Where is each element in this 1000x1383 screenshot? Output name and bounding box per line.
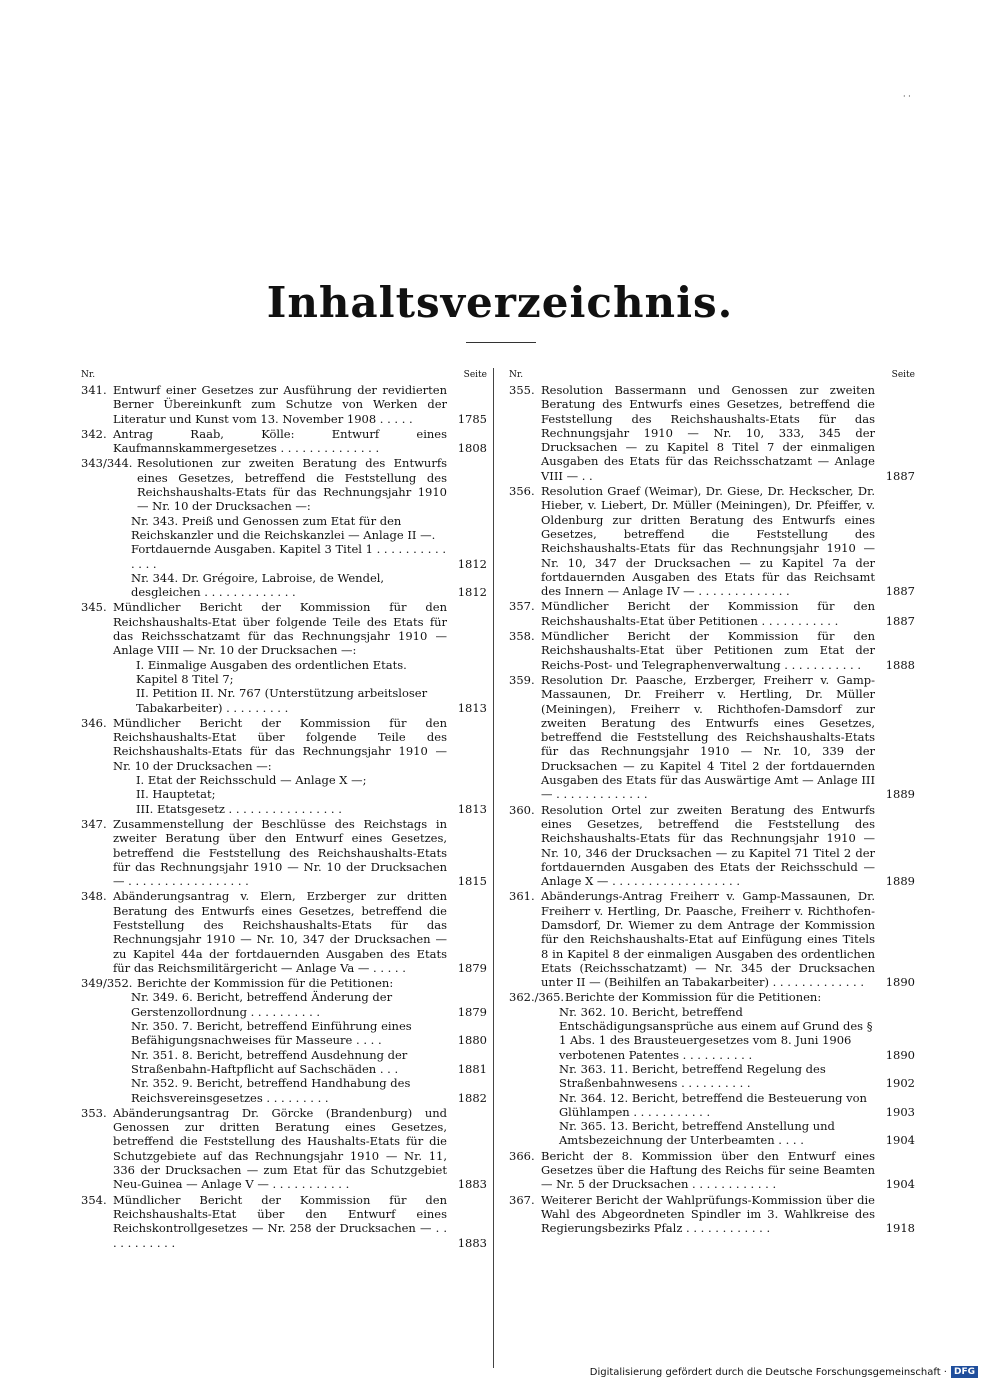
entry-title: Mündlicher Bericht der Kommission für den Reichshaushalts-Etat über folgende Teile des Etats für das Reichsschatzamt für das Rechnungsjahr 1910 — Anlage VIII — Nr. 10 der Drucksachen —: [113, 600, 447, 658]
seite-header: Seite [891, 370, 915, 380]
entry-title: Bericht der 8. Kommission über den Entwurf eines Gesetzes über die Haftung des Reichs für seine Beamten — Nr. 5 der Drucksachen . . . . . . . . . . . . [541, 1148, 875, 1192]
entry-page: 1904 [885, 1133, 915, 1148]
margin-mark: · · [903, 92, 911, 101]
entry-page: 1903 [885, 1104, 915, 1119]
entry-page: 1887 [885, 468, 915, 483]
entry-title: Mündlicher Bericht der Kommission für den Reichshaushalts-Etat über Petitionen . . . . . . . . . . . [541, 599, 875, 628]
toc-subentry [509, 1119, 915, 1148]
entry-number: 346. [81, 715, 107, 730]
toc-entry-348 [81, 889, 487, 975]
entry-title: Resolutionen zur zweiten Beratung des Entwurfs eines Gesetzes, betreffend die Feststellung des Reichshaushalts-Etats für das Rechnungsjahr 1910 — Nr. 10 der Drucksachen —: [137, 456, 447, 514]
entry-page: 1888 [885, 657, 915, 672]
subentry-title: Nr. 344. Dr. Grégoire, Labroise, de Wendel, desgleichen . . . . . . . . . . . . . [131, 570, 385, 600]
toc-entry-354 [81, 1193, 487, 1250]
entry-number: 341. [81, 383, 107, 397]
toc-subentry [81, 802, 487, 816]
toc-entry-361 [509, 889, 915, 989]
subentry-title: Nr. 364. 12. Bericht, betreffend die Besteuerung von Glühlampen . . . . . . . . . . . [559, 1090, 867, 1119]
toc-subentry [81, 1048, 487, 1077]
toc-entry-358 [509, 629, 915, 672]
toc-entry-343-344 [81, 456, 487, 513]
toc-entry-360 [509, 803, 915, 889]
toc-subentry [81, 773, 487, 787]
credit-text: Digitalisierung gefördert durch die Deutsche Forschungsgemeinschaft · [589, 1366, 947, 1378]
entry-page: 1918 [885, 1221, 915, 1236]
subentry-title: III. Etatsgesetz . . . . . . . . . . . . . . . . [136, 801, 342, 816]
entry-page: 1879 [457, 960, 487, 975]
entry-title: Zusammenstellung der Beschlüsse des Reichstags in zweiter Beratung über den Entwurf eines Gesetzes, betreffend die Feststellung des Reichshaushalts-Etats für das Rechnungsjahr 1910 — Nr. 10 der Drucksachen — . . . . . . . . . . . . . . . . . [113, 816, 447, 889]
entry-number: 358. [509, 629, 535, 644]
entry-title: Resolution Graef (Weimar), Dr. Giese, Dr. Heckscher, Dr. Hieber, v. Liebert, Dr. Müller (Meiningen), Dr. Pfeiffer, v. Oldenburg zur dritten Beratung des Entwurfs eines Gesetzes, betreffend die Feststellung des Reichshaushalts-Etats für das Rechnungsjahr 1910 — Nr. 10, 347 der Drucksachen — zu Kapitel 7a der fortdauernden Ausgaben des Etats für das Reichsamt des Innern — Anlage IV — . . . . . . . . . . . . . [541, 484, 875, 599]
entry-title: Berichte der Kommission für die Petitionen: [137, 976, 394, 991]
entry-title: Resolution Bassermann und Genossen zur zweiten Beratung des Entwurfs eines Gesetzes, betreffend die Feststellung des Reichshaushalts-Etats für das Rechnungsjahr 1910 — Nr. 10, 333, 345 der Drucksachen — zu Kapitel 8 Titel 7 der einmaligen Ausgaben des Etats für das Reichsschatzamt — Anlage VIII — . . [541, 383, 875, 483]
subentry-title: Nr. 350. 7. Bericht, betreffend Einführung eines Befähigungsnachweises für Masseure . . . . [131, 1019, 412, 1048]
entry-title: Mündlicher Bericht der Kommission für den Reichshaushalts-Etat über den Entwurf eines Reichskontrollgesetzes — Nr. 258 der Drucksachen — . . . . . . . . . . . [113, 1192, 447, 1250]
entry-page: 1882 [457, 1090, 487, 1105]
entry-number: 359. [509, 672, 535, 687]
toc-entry-345 [81, 600, 487, 657]
digitization-credit [590, 1366, 978, 1378]
subentry-title: Nr. 343. Preiß und Genossen zum Etat für den Reichskanzler und die Reichskanzlei — Anlage II —. Fortdauernde Ausgaben. Kapitel 3 Titel 1 . . . . . . . . . . . . . . [131, 513, 447, 571]
entry-number: 361. [509, 889, 535, 904]
toc-subentry [81, 787, 487, 801]
entry-page: 1890 [885, 1047, 915, 1062]
subentry-title: Nr. 363. 11. Bericht, betreffend Regelung des Straßenbahnwesens . . . . . . . . . . [559, 1061, 826, 1091]
toc-entry-342 [81, 427, 487, 456]
toc-subentry [81, 1019, 487, 1048]
toc-subentry [81, 571, 487, 600]
toc-column-left [81, 368, 487, 1250]
entry-number: 356. [509, 484, 535, 499]
entry-page: 1887 [885, 584, 915, 599]
entry-page: 1879 [457, 1004, 487, 1019]
entry-page: 1881 [457, 1061, 487, 1076]
entry-page: 1815 [457, 874, 487, 889]
toc-entry-356 [509, 484, 915, 598]
entry-page: 1887 [885, 613, 915, 628]
entry-page: 1813 [457, 700, 487, 715]
entry-title: Antrag Raab, Kölle: Entwurf eines Kaufmannskammergesetzes . . . . . . . . . . . . . . [113, 426, 447, 456]
seite-header: Seite [463, 370, 487, 380]
entry-number: 354. [81, 1192, 107, 1207]
toc-entry-366 [509, 1149, 915, 1192]
entry-number: 342. [81, 426, 107, 441]
entry-title: Abänderungsantrag Dr. Görcke (Brandenburg) und Genossen zur dritten Beratung eines Gesetzes, betreffend die Feststellung des Haushalts-Etats für die Schutzgebiete auf das Rechnungsjahr 1910 — Nr. 11, 336 der Drucksachen — zum Etat für das Schutzgebiet Neu-Guinea — Anlage V — . . . . . . . . . . . [113, 1105, 447, 1192]
entry-page: 1812 [457, 556, 487, 571]
entry-title: Mündlicher Bericht der Kommission für den Reichshaushalts-Etat über folgende Teile des Reichshaushalts-Etats für das Rechnungsjahr 1910 — Nr. 10 der Drucksachen —: [113, 715, 447, 773]
entry-title: Weiterer Bericht der Wahlprüfungs-Kommission über die Wahl des Abgeordneten Spindler im 3. Wahlkreise des Regierungsbezirks Pfalz . . . . . . . . . . . . [541, 1192, 875, 1236]
entry-page: 1813 [457, 801, 487, 816]
toc-subentry [81, 514, 487, 571]
subentry-title: I. Etat der Reichsschuld — Anlage X —; [136, 773, 367, 788]
entry-title: Resolution Ortel zur zweiten Beratung des Entwurfs eines Gesetzes, betreffend die Feststellung des Reichshaushalts-Etats für das Rechnungsjahr 1910 — Nr. 10, 346 der Drucksachen — zu Kapitel 71 Titel 2 der fortdauernden Ausgaben des Etats der Reichsschuld — Anlage X — . . . . . . . . . . . . . . . . . . [541, 802, 875, 889]
entry-page: 1883 [457, 1177, 487, 1192]
entry-title: Mündlicher Bericht der Kommission für den Reichshaushalts-Etat über Petitionen zum Etat der Reichs-Post- und Telegraphenverwaltung . . . . . . . . . . . [541, 629, 875, 672]
entry-number: 345. [81, 600, 107, 615]
toc-entry-347 [81, 817, 487, 888]
column-header [81, 368, 487, 382]
toc-entry-355 [509, 383, 915, 483]
entry-page: 1889 [885, 874, 915, 889]
toc-entry-346 [81, 716, 487, 773]
entry-number: 360. [509, 802, 535, 817]
toc-entry-341 [81, 383, 487, 426]
entry-number: 348. [81, 889, 107, 904]
entry-page: 1812 [457, 585, 487, 600]
entry-page: 1880 [457, 1033, 487, 1048]
toc-entry-362-365 [509, 990, 915, 1004]
entry-page: 1808 [457, 441, 487, 456]
subentry-title: II. Hauptetat; [136, 787, 216, 802]
toc-entry-349-352 [81, 976, 487, 990]
toc-subentry [509, 1005, 915, 1062]
subentry-title: I. Einmalige Ausgaben des ordentlichen Etats. Kapitel 8 Titel 7; [136, 657, 407, 686]
toc-column-right [509, 368, 915, 1236]
entry-page: 1904 [885, 1177, 915, 1192]
title-rule [466, 342, 536, 343]
nr-header: Nr. [509, 370, 524, 380]
toc-subentry [509, 1091, 915, 1120]
nr-header: Nr. [81, 370, 96, 380]
entry-number: 367. [509, 1192, 535, 1207]
toc-entry-367 [509, 1193, 915, 1236]
entry-number: 347. [81, 816, 107, 831]
entry-number: 366. [509, 1148, 535, 1163]
subentry-title: Nr. 349. 6. Bericht, betreffend Änderung der Gerstenzollordnung . . . . . . . . . . [131, 990, 393, 1019]
page-title: Inhaltsverzeichnis. [266, 278, 734, 327]
entry-page: 1890 [885, 975, 915, 990]
subentry-title: Nr. 365. 13. Bericht, betreffend Anstellung und Amtsbezeichnung der Unterbeamten . . . . [559, 1119, 835, 1148]
toc-entry-359 [509, 673, 915, 802]
column-header [509, 368, 915, 382]
toc-subentry [509, 1062, 915, 1091]
entry-page: 1785 [457, 411, 487, 426]
toc-entry-357 [509, 599, 915, 628]
subentry-title: II. Petition II. Nr. 767 (Unterstützung arbeitsloser Tabakarbeiter) . . . . . . . . . [136, 686, 428, 715]
entry-number: 355. [509, 383, 535, 397]
toc-entry-353 [81, 1106, 487, 1192]
entry-title: Resolution Dr. Paasche, Erzberger, Freiherr v. Gamp-Massaunen, Dr. Freiherr v. Hertling, Dr. Müller (Meiningen), Freiherr v. Richthofen-Damsdorf zur zweiten Beratung des Entwurfs eines Gesetzes, betreffend die Feststellung des Reichshaushalts-Etats für das Rechnungsjahr 1910 — Nr. 10, 339 der Drucksachen — zu Kapitel 4 Titel 2 der fortdauernden Ausgaben des Etats für das Auswärtige Amt — Anlage III — . . . . . . . . . . . . . [541, 672, 875, 802]
entry-number: 343/344. [81, 456, 133, 471]
toc-subentry [81, 990, 487, 1019]
toc-subentry [81, 686, 487, 715]
entry-title: Entwurf einer Gesetzes zur Ausführung der revidierten Berner Übereinkunft zum Schutze von Werken der Literatur und Kunst vom 13. November 1908 . . . . . [113, 383, 447, 426]
column-divider [493, 368, 494, 1368]
entry-title: Abänderungsantrag v. Elern, Erzberger zur dritten Beratung des Entwurfs eines Gesetzes, betreffend die Feststellung des Reichshaushalts-Etats für das Rechnungsjahr 1910 — Nr. 10, 347 der Drucksachen — zu Kapitel 44a der fortdauernden Ausgaben des Etats für das Reichsmilitärgericht — Anlage Va — . . . . . [113, 889, 447, 975]
dfg-logo: DFG [951, 1366, 978, 1378]
toc-subentry [81, 658, 487, 687]
entry-title: Abänderungs-Antrag Freiherr v. Gamp-Massaunen, Dr. Freiherr v. Hertling, Dr. Paasche, Freiherr v. Richthofen-Damsdorf, Dr. Wiemer zu dem Antrage der Kommission für den Reichshaushalts-Etat auf Einfügung eines Titels 8 in Kapitel 8 der einmaligen Ausgaben des ordentlichen Etats (Reichsschatzamt) — Nr. 345 der Drucksachen unter II — (Beihilfen an Tabakarbeiter) . . . . . . . . . . . . . [541, 889, 875, 990]
entry-number: 357. [509, 599, 535, 614]
entry-page: 1889 [885, 787, 915, 802]
entry-number: 353. [81, 1105, 107, 1120]
entry-page: 1902 [885, 1076, 915, 1091]
entry-title: Berichte der Kommission für die Petitionen: [565, 990, 822, 1005]
toc-subentry [81, 1076, 487, 1105]
entry-number: 349/352. [81, 976, 133, 991]
subentry-title: Nr. 351. 8. Bericht, betreffend Ausdehnung der Straßenbahn-Haftpflicht auf Sachschäden . . . [131, 1047, 408, 1076]
entry-page: 1883 [457, 1235, 487, 1250]
entry-number: 362./365. [509, 990, 565, 1005]
subentry-title: Nr. 362. 10. Bericht, betreffend Entschädigungsansprüche aus einem auf Grund des § 1 Abs. 1 des Brausteuergesetzes vom 8. Juni 1906 verbotenen Patentes . . . . . . . . . . [559, 1004, 873, 1062]
subentry-title: Nr. 352. 9. Bericht, betreffend Handhabung des Reichsvereinsgesetzes . . . . . . . . . [131, 1076, 411, 1105]
